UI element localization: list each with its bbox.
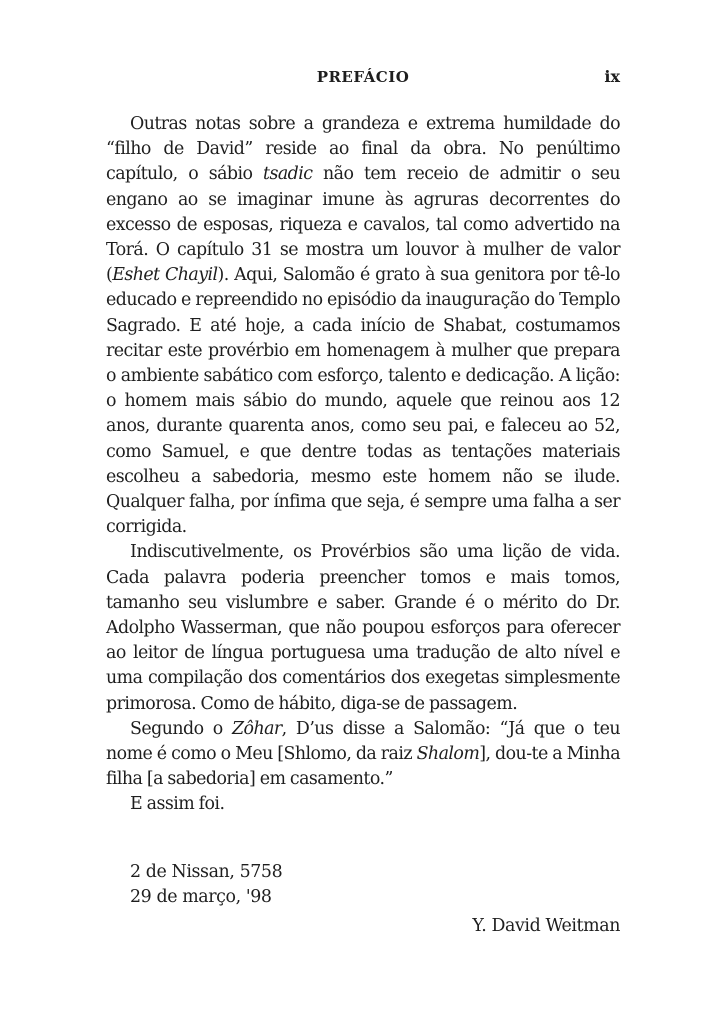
- paragraph: [106, 112, 620, 540]
- text-run: Segundo o: [130, 718, 232, 739]
- running-header: [106, 66, 620, 90]
- paragraph: [106, 717, 620, 793]
- paragraph: [106, 792, 620, 817]
- text-run: Outras notas sobre a grandeza e extrema humildade do “filho de David” reside ao final da obra. No penúltimo capítulo, o sábio: [106, 114, 620, 185]
- text-run: E assim foi.: [130, 794, 225, 815]
- hebrew-date: 2 de Nissan, 5758: [130, 862, 283, 882]
- page-number: ix: [604, 67, 620, 86]
- text-run: Indiscutivelmente, os Provérbios são uma lição de vida. Cada palavra poderia preencher tomos e mais tomos, tamanho seu vislumbre e saber. Grande é o mérito do Dr. Adolpho Wasserman, que não poupou esforços para oferecer ao leitor de língua portuguesa uma tradução de alto nível e uma compilação dos comentários dos exegetas simplesmente primorosa. Como de hábito, diga-se de passagem.: [106, 542, 620, 714]
- italic-term: tsadic: [263, 164, 313, 185]
- author-signature: Y. David Weitman: [472, 916, 620, 936]
- gregorian-date: 29 de março, '98: [130, 887, 272, 908]
- text-run: não tem receio de admitir o seu engano ao se imaginar imune às agruras decorrentes do excesso de esposas, riqueza e cavalos, tal como advertido na Torá. O capítulo 31 se mostra um louvor à mulher de valor (: [106, 164, 620, 286]
- text-run: ). Aqui, Salomão é grato à sua genitora por tê-lo educado e repreendido no episódio da inauguração do Templo Sagrado. E até hoje, a cada início de Shabat, costumamos recitar este provérbio em homenagem à mulher que prepara o ambiente sabático com esforço, talento e dedicação. A lição: o homem mais sábio do mundo, aquele que reinou aos 12 anos, durante quarenta anos, como seu pai, e faleceu ao 52, como Samuel, e que dentre todas as tentações materiais escolheu a sabedoria, mesmo este homem não se ilude. Qualquer falha, por ínfima que seja, é sempre uma falha a ser corrigida.: [106, 265, 620, 538]
- running-title: PREFÁCIO: [316, 68, 410, 86]
- text-run: , D’us disse a Salomão: “Já que o teu nome é como o Meu [Shlomo, da raiz: [106, 718, 620, 765]
- italic-term: Shalom: [416, 744, 480, 765]
- italic-term: Eshet Chayil: [112, 265, 218, 286]
- book-page: [106, 0, 620, 1024]
- italic-term: Zôhar: [231, 718, 282, 739]
- text-run: ], dou-te a Minha filha [a sabedoria] em casamento.”: [106, 744, 621, 790]
- dateline: [130, 860, 282, 910]
- body-text: [106, 112, 620, 818]
- paragraph: [106, 540, 620, 716]
